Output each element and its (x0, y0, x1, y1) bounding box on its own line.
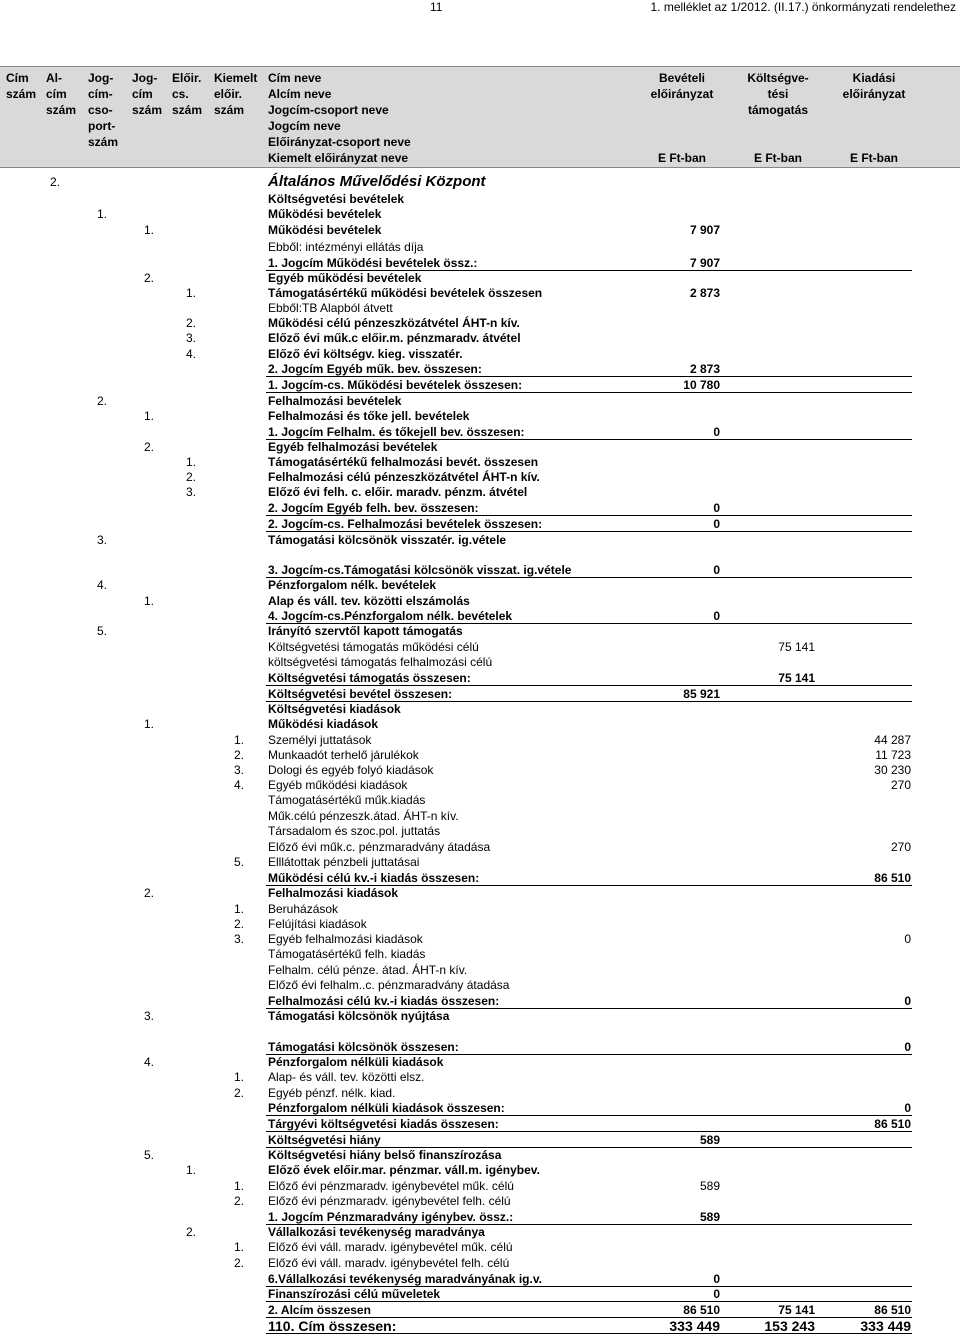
row-label: Vállalkozási tevékenység maradványa (268, 1225, 485, 1239)
table-row (0, 1239, 960, 1255)
row-label: 1. Jogcím Pénzmaradvány igénybev. össz.: (268, 1210, 514, 1224)
table-row (0, 1271, 960, 1287)
beveteli-value: 0 (713, 609, 720, 623)
table-row (0, 747, 960, 763)
row-label: Működési bevételek (268, 223, 382, 237)
regulation-reference: 1. melléklet az 1/2012. (II.17.) önkormányzati rendelethez (650, 0, 956, 14)
table-row (0, 174, 960, 190)
row-label: Személyi juttatások (268, 733, 372, 747)
kiemelt-number: 2. (234, 1256, 245, 1270)
row-label: Előző évi váll. maradv. igénybevétel felh. célú (268, 1256, 510, 1270)
jogcim-number: 2. (144, 440, 155, 454)
header-cim-szam: Cím szám (6, 71, 37, 101)
table-row (0, 1039, 960, 1055)
row-label: Működési bevételek (268, 207, 382, 221)
kiemelt-number: 5. (234, 855, 245, 869)
kiemelt-number: 3. (234, 763, 245, 777)
row-label: Finanszírozási célú műveletek (268, 1287, 441, 1301)
row-label: Elllátottak pénzbeli juttatásai (268, 855, 420, 869)
row-label: Egyéb működési kiadások (268, 778, 408, 792)
row-label: Munkaadót terhelő járulékok (268, 748, 419, 762)
beveteli-value: 85 921 (683, 687, 720, 701)
jogcim-number: 4. (144, 1055, 155, 1069)
row-label: Költségvetési támogatás működési célú (268, 640, 479, 654)
kiemelt-number: 1. (234, 902, 245, 916)
header-kiemelt-szam: Kiemelt előir. szám (214, 71, 258, 117)
table-row (0, 962, 960, 978)
jogcim-number: 1. (144, 223, 155, 237)
jogcim-number: 1. (144, 409, 155, 423)
table-row (0, 823, 960, 839)
row-label: 110. Cím összesen: (268, 1318, 397, 1334)
kiemelt-number: 1. (234, 1070, 245, 1084)
table-row (0, 870, 960, 886)
kiadasi-value: 333 449 (860, 1318, 911, 1334)
table-row (0, 439, 960, 455)
row-label: Működési kiadások (268, 717, 379, 731)
beveteli-value: 7 907 (689, 256, 720, 270)
table-row (0, 686, 960, 702)
table-row (0, 1116, 960, 1132)
row-label: Beruházások (268, 902, 339, 916)
table-row (0, 946, 960, 962)
kiadasi-value: 270 (890, 778, 911, 792)
kiemelt-number: 1. (234, 1179, 245, 1193)
beveteli-value: 2 873 (689, 362, 720, 376)
row-label: 2. Alcím összesen (268, 1303, 371, 1317)
row-label: Előző évi felhalm..c. pénzmaradvány átadása (268, 978, 510, 992)
row-label: 1. Jogcím Működési bevételek össz.: (268, 256, 478, 270)
kiadasi-value: 86 510 (874, 1303, 911, 1317)
table-row (0, 206, 960, 222)
eloiranyzat-csoport-number: 4. (186, 347, 197, 361)
row-label: Költségvetési hiány belső finanszírozása (268, 1148, 502, 1162)
row-label: Ebből: intézményi ellátás díja (268, 240, 424, 254)
beveteli-value: 589 (699, 1210, 720, 1224)
row-label: költségvetési támogatás felhalmozási célú (268, 655, 493, 669)
table-row (0, 346, 960, 362)
table-row (0, 315, 960, 331)
table-row (0, 454, 960, 470)
alcim-number: 2. (50, 175, 61, 189)
header-koltsegvetesi-tamogatas: Költségve- tési támogatás E Ft-ban (747, 71, 809, 165)
table-row (0, 1178, 960, 1194)
row-label: Egyéb felhalmozási bevételek (268, 440, 438, 454)
row-label: Támogatási kölcsönök nyújtása (268, 1009, 450, 1023)
table-row (0, 623, 960, 639)
kiemelt-number: 2. (234, 917, 245, 931)
row-label: Előző évi váll. maradv. igénybevétel műk. célú (268, 1240, 513, 1254)
row-label: Költségvetési bevétel összesen: (268, 687, 453, 701)
row-label: Pénzforgalom nélküli kiadások összesen: (268, 1101, 505, 1115)
table-row (0, 716, 960, 732)
table-row (0, 393, 960, 409)
table-row (0, 1085, 960, 1101)
row-label: Előző évi pénzmaradv. igénybevétel felh. célú (268, 1194, 511, 1208)
table-row (0, 1193, 960, 1209)
row-label: Irányító szervtől kapott támogatás (268, 624, 463, 638)
beveteli-value: 0 (713, 1272, 720, 1286)
jogcim-number: 1. (144, 594, 155, 608)
row-label: Általános Művelődési Központ (268, 173, 486, 190)
table-row (0, 654, 960, 670)
row-label: Költségvetési bevételek (268, 192, 405, 206)
row-label: 1. Jogcím-cs. Működési bevételek összesen: (268, 378, 523, 392)
kiadasi-value: 44 287 (874, 733, 911, 747)
row-label: 6.Vállalkozási tevékenység maradványának ig.v. (268, 1272, 542, 1286)
table-row (0, 1224, 960, 1240)
row-label: Ebből:TB Alapból átvett (268, 301, 393, 315)
total-underline (266, 1333, 912, 1334)
kiadasi-value: 0 (904, 932, 911, 946)
table-row (0, 701, 960, 717)
table-row (0, 854, 960, 870)
beveteli-value: 0 (713, 1287, 720, 1301)
row-label: Műk.célú pénzeszk.átad. ÁHT-n kív. (268, 809, 459, 823)
row-label: Előző évi felh. c. előir. maradv. pénzm. átvétel (268, 485, 528, 499)
table-row (0, 1209, 960, 1225)
table-row (0, 255, 960, 271)
jogcim-number: 2. (144, 271, 155, 285)
table-row (0, 732, 960, 748)
kiemelt-number: 1. (234, 733, 245, 747)
tamogatas-value: 75 141 (778, 1303, 815, 1317)
row-label: Támogatási kölcsönök visszatér. ig.vétele (268, 533, 507, 547)
row-label: Előző évi műk.c. pénzmaradvány átadása (268, 840, 491, 854)
eloiranyzat-csoport-number: 1. (186, 1163, 197, 1177)
page-number: 11 (430, 0, 443, 14)
table-row (0, 1069, 960, 1085)
table-row (0, 608, 960, 624)
table-row (0, 839, 960, 855)
row-label: Támogatásértékű működési bevételek összesen (268, 286, 543, 300)
row-label: Támogatásértékű felh. kiadás (268, 947, 426, 961)
table-row (0, 270, 960, 286)
table-row (0, 901, 960, 917)
table-row (0, 408, 960, 424)
kiadasi-value: 0 (904, 1101, 911, 1115)
beveteli-value: 0 (713, 517, 720, 531)
row-label: Támogatási kölcsönök összesen: (268, 1040, 459, 1054)
eloiranyzat-csoport-number: 3. (186, 485, 197, 499)
table-row (0, 469, 960, 485)
kiemelt-number: 3. (234, 932, 245, 946)
jogcim-number: 5. (144, 1148, 155, 1162)
row-label: Felhalmozási célú pénzeszközátvétel ÁHT-n kív. (268, 470, 540, 484)
table-row (0, 562, 960, 578)
row-label: 3. Jogcím-cs.Támogatási kölcsönök visszat. ig.vétele (268, 563, 572, 577)
row-label: Pénzforgalom nélküli kiadások (268, 1055, 444, 1069)
row-label: Társadalom és szoc.pol. juttatás (268, 824, 441, 838)
row-label: Egyéb felhalmozási kiadások (268, 932, 423, 946)
row-label: 2. Jogcím Egyéb műk. bev. összesen: (268, 362, 482, 376)
row-label: Előző évi költségv. kieg. visszatér. (268, 347, 463, 361)
table-row (0, 300, 960, 316)
header-alcim-szam: Al- cím szám (46, 71, 77, 117)
row-label: Költségvetési támogatás összesen: (268, 671, 471, 685)
beveteli-value: 0 (713, 501, 720, 515)
eloiranyzat-csoport-number: 2. (186, 470, 197, 484)
beveteli-value: 0 (713, 563, 720, 577)
table-row (0, 1008, 960, 1024)
table-row (0, 1132, 960, 1148)
beveteli-value: 589 (699, 1179, 720, 1193)
row-label: Költségvetési kiadások (268, 702, 401, 716)
jogcim-number: 2. (144, 886, 155, 900)
header-jogcim-szam: Jog- cím szám (132, 71, 163, 117)
header-jogcimcsoport-szam: Jog- cím- cso- port- szám (88, 71, 119, 149)
row-label: Felújítási kiadások (268, 917, 367, 931)
table-row (0, 1286, 960, 1302)
kiadasi-value: 0 (904, 1040, 911, 1054)
row-label: Egyéb pénzf. nélk. kiad. (268, 1086, 396, 1100)
row-label: Előző évek előir.mar. pénzmar. váll.m. igénybev. (268, 1163, 540, 1177)
row-label: Alap- és váll. tev. közötti elsz. (268, 1070, 425, 1084)
kiadasi-value: 86 510 (874, 871, 911, 885)
table-row (0, 500, 960, 516)
table-row (0, 484, 960, 500)
jogcim-number: 3. (144, 1009, 155, 1023)
eloiranyzat-csoport-number: 1. (186, 286, 197, 300)
row-label: Felhalm. célú pénze. átad. ÁHT-n kív. (268, 963, 468, 977)
header-beveteli-eloiranyzat: Bevételi előirányzat E Ft-ban (650, 71, 714, 165)
table-row (0, 808, 960, 824)
eloiranyzat-csoport-number: 1. (186, 455, 197, 469)
table-row (0, 1054, 960, 1070)
table-row (0, 792, 960, 808)
kiemelt-number: 4. (234, 778, 245, 792)
beveteli-value: 86 510 (683, 1303, 720, 1317)
kiadasi-value: 11 723 (875, 748, 911, 762)
jogcim-number: 1. (144, 717, 155, 731)
row-label: Pénzforgalom nélk. bevételek (268, 578, 437, 592)
table-row (0, 577, 960, 593)
table-row (0, 777, 960, 793)
beveteli-value: 2 873 (689, 286, 720, 300)
jogcimcsoport-number: 3. (97, 533, 108, 547)
table-row (0, 593, 960, 609)
table-row (0, 1318, 960, 1334)
row-label: Támogatásértékű felhalmozási bevét. összesen (268, 455, 539, 469)
beveteli-value: 0 (713, 425, 720, 439)
table-row (0, 916, 960, 932)
tamogatas-value: 153 243 (764, 1318, 815, 1334)
beveteli-value: 333 449 (669, 1318, 720, 1334)
row-label: Előző évi pénzmaradv. igénybevétel műk. célú (268, 1179, 514, 1193)
header-names: Cím neve Alcím neve Jogcím-csoport neve Jogcím neve Előirányzat-csoport neve Kiemelt előirányzat neve (268, 71, 411, 165)
table-row (0, 977, 960, 993)
table-row (0, 191, 960, 207)
jogcimcsoport-number: 4. (97, 578, 108, 592)
eloiranyzat-csoport-number: 2. (186, 316, 197, 330)
table-row (0, 931, 960, 947)
beveteli-value: 589 (699, 1133, 720, 1147)
row-label: Felhalmozási bevételek (268, 394, 402, 408)
row-label: 2. Jogcím Egyéb felh. bev. összesen: (268, 501, 479, 515)
table-row (0, 1162, 960, 1178)
table-row (0, 532, 960, 548)
table-row (0, 239, 960, 255)
table-row (0, 1302, 960, 1318)
table-row (0, 516, 960, 532)
kiadasi-value: 0 (904, 994, 911, 1008)
jogcimcsoport-number: 5. (97, 624, 108, 638)
beveteli-value: 7 907 (689, 223, 720, 237)
header-eloiranyzat-csoport-szam: Előir. cs. szám (172, 71, 203, 117)
tamogatas-value: 75 141 (778, 671, 815, 685)
table-row (0, 361, 960, 377)
row-label: Működési célú pénzeszközátvétel ÁHT-n kív. (268, 316, 520, 330)
table-row (0, 1255, 960, 1271)
jogcimcsoport-number: 2. (97, 394, 108, 408)
jogcimcsoport-number: 1. (97, 207, 108, 221)
kiemelt-number: 2. (234, 1194, 245, 1208)
table-row (0, 670, 960, 686)
row-label: Alap és váll. tev. közötti elszámolás (268, 594, 470, 608)
kiadasi-value: 270 (890, 840, 911, 854)
table-row (0, 993, 960, 1009)
table-row (0, 222, 960, 238)
kiemelt-number: 1. (234, 1240, 245, 1254)
kiadasi-value: 30 230 (874, 763, 911, 777)
row-label: Egyéb működési bevételek (268, 271, 422, 285)
table-row (0, 377, 960, 393)
eloiranyzat-csoport-number: 3. (186, 331, 197, 345)
row-label: Működési célú kv.-i kiadás összesen: (268, 871, 480, 885)
row-label: 1. Jogcím Felhalm. és tőkejell bev. összesen: (268, 425, 525, 439)
kiadasi-value: 86 510 (874, 1117, 911, 1131)
row-label: 2. Jogcím-cs. Felhalmozási bevételek összesen: (268, 517, 543, 531)
kiemelt-number: 2. (234, 1086, 245, 1100)
row-label: Költségvetési hiány (268, 1133, 381, 1147)
header-kiadasi-eloiranyzat: Kiadási előirányzat E Ft-ban (842, 71, 906, 165)
row-label: 4. Jogcím-cs.Pénzforgalom nélk. bevételek (268, 609, 513, 623)
table-row (0, 1100, 960, 1116)
table-row (0, 285, 960, 301)
eloiranyzat-csoport-number: 2. (186, 1225, 197, 1239)
table-row (0, 639, 960, 655)
kiemelt-number: 2. (234, 748, 245, 762)
row-label: Felhalmozási kiadások (268, 886, 399, 900)
row-label: Tárgyévi költségvetési kiadás összesen: (268, 1117, 499, 1131)
beveteli-value: 10 780 (683, 378, 720, 392)
row-label: Dologi és egyéb folyó kiadások (268, 763, 434, 777)
table-row (0, 885, 960, 901)
row-label: Felhalmozási célú kv.-i kiadás összesen: (268, 994, 500, 1008)
table-row (0, 762, 960, 778)
row-label: Támogatásértékű műk.kiadás (268, 793, 426, 807)
tamogatas-value: 75 141 (778, 640, 815, 654)
table-row (0, 1147, 960, 1163)
table-row (0, 330, 960, 346)
table-row (0, 424, 960, 440)
row-label: Felhalmozási és tőke jell. bevételek (268, 409, 470, 423)
row-label: Előző évi műk.c előir.m. pénzmaradv. átvétel (268, 331, 521, 345)
